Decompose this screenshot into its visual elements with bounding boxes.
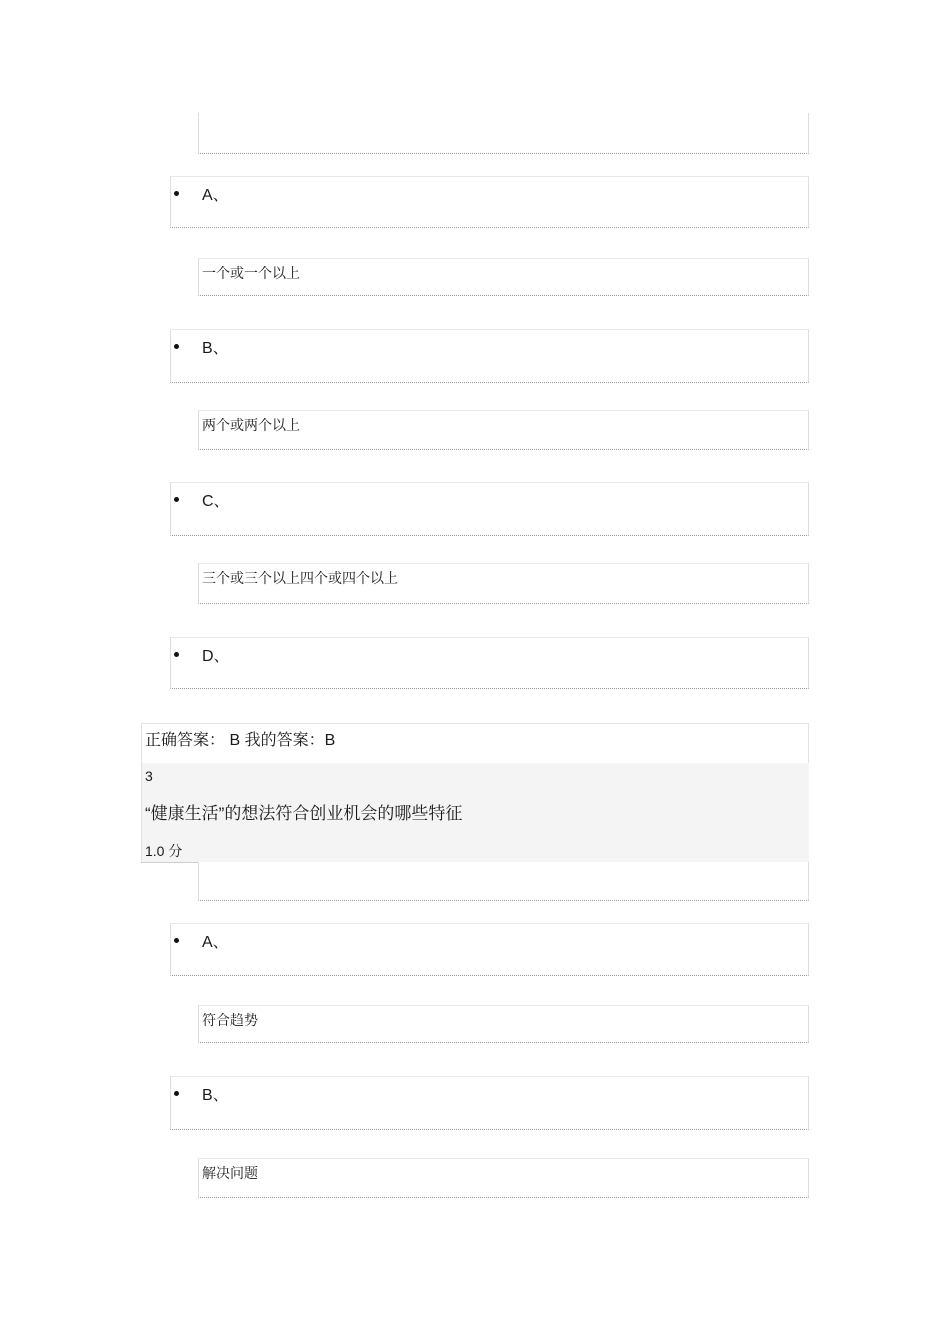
bullet-icon bbox=[174, 938, 179, 943]
option-text-box bbox=[198, 563, 809, 604]
bullet-icon bbox=[174, 191, 179, 196]
option-label: A、 bbox=[202, 934, 229, 951]
option-label: D、 bbox=[202, 648, 230, 665]
option-text: 一个或一个以上 bbox=[202, 265, 300, 281]
answer-line: 正确答案： B 我的答案：B bbox=[141, 723, 809, 763]
option-text-box bbox=[198, 258, 809, 296]
option-text: 符合趋势 bbox=[202, 1012, 258, 1028]
option-text: 解决问题 bbox=[202, 1165, 258, 1181]
option-text: 两个或两个以上 bbox=[202, 417, 300, 433]
option-row-a[interactable] bbox=[170, 176, 809, 228]
question-header bbox=[141, 763, 809, 862]
question-number: 3 bbox=[145, 768, 153, 784]
option-row-a[interactable] bbox=[170, 923, 809, 976]
option-row-b[interactable] bbox=[170, 329, 809, 383]
option-row-c[interactable] bbox=[170, 482, 809, 536]
bullet-icon bbox=[174, 497, 179, 502]
question-text: “健康生活”的想法符合创业机会的哪些特征 bbox=[145, 804, 463, 823]
option-row-b[interactable] bbox=[170, 1076, 809, 1130]
option-row-d[interactable] bbox=[170, 637, 809, 689]
option-text: 三个或三个以上四个或四个以上 bbox=[202, 570, 398, 586]
option-label: C、 bbox=[202, 493, 230, 510]
option-text-box bbox=[198, 1158, 809, 1198]
option-text-box bbox=[198, 1005, 809, 1043]
option-label: A、 bbox=[202, 187, 229, 204]
bullet-icon bbox=[174, 652, 179, 657]
question-score: 1.0 分 bbox=[145, 843, 183, 859]
option-text-box bbox=[198, 410, 809, 450]
question-stem-box bbox=[198, 113, 809, 154]
option-label: B、 bbox=[202, 1087, 229, 1104]
bullet-icon bbox=[174, 1091, 179, 1096]
bullet-icon bbox=[174, 344, 179, 349]
option-label: B、 bbox=[202, 340, 229, 357]
divider bbox=[141, 862, 199, 863]
question-stem-box bbox=[198, 862, 809, 901]
